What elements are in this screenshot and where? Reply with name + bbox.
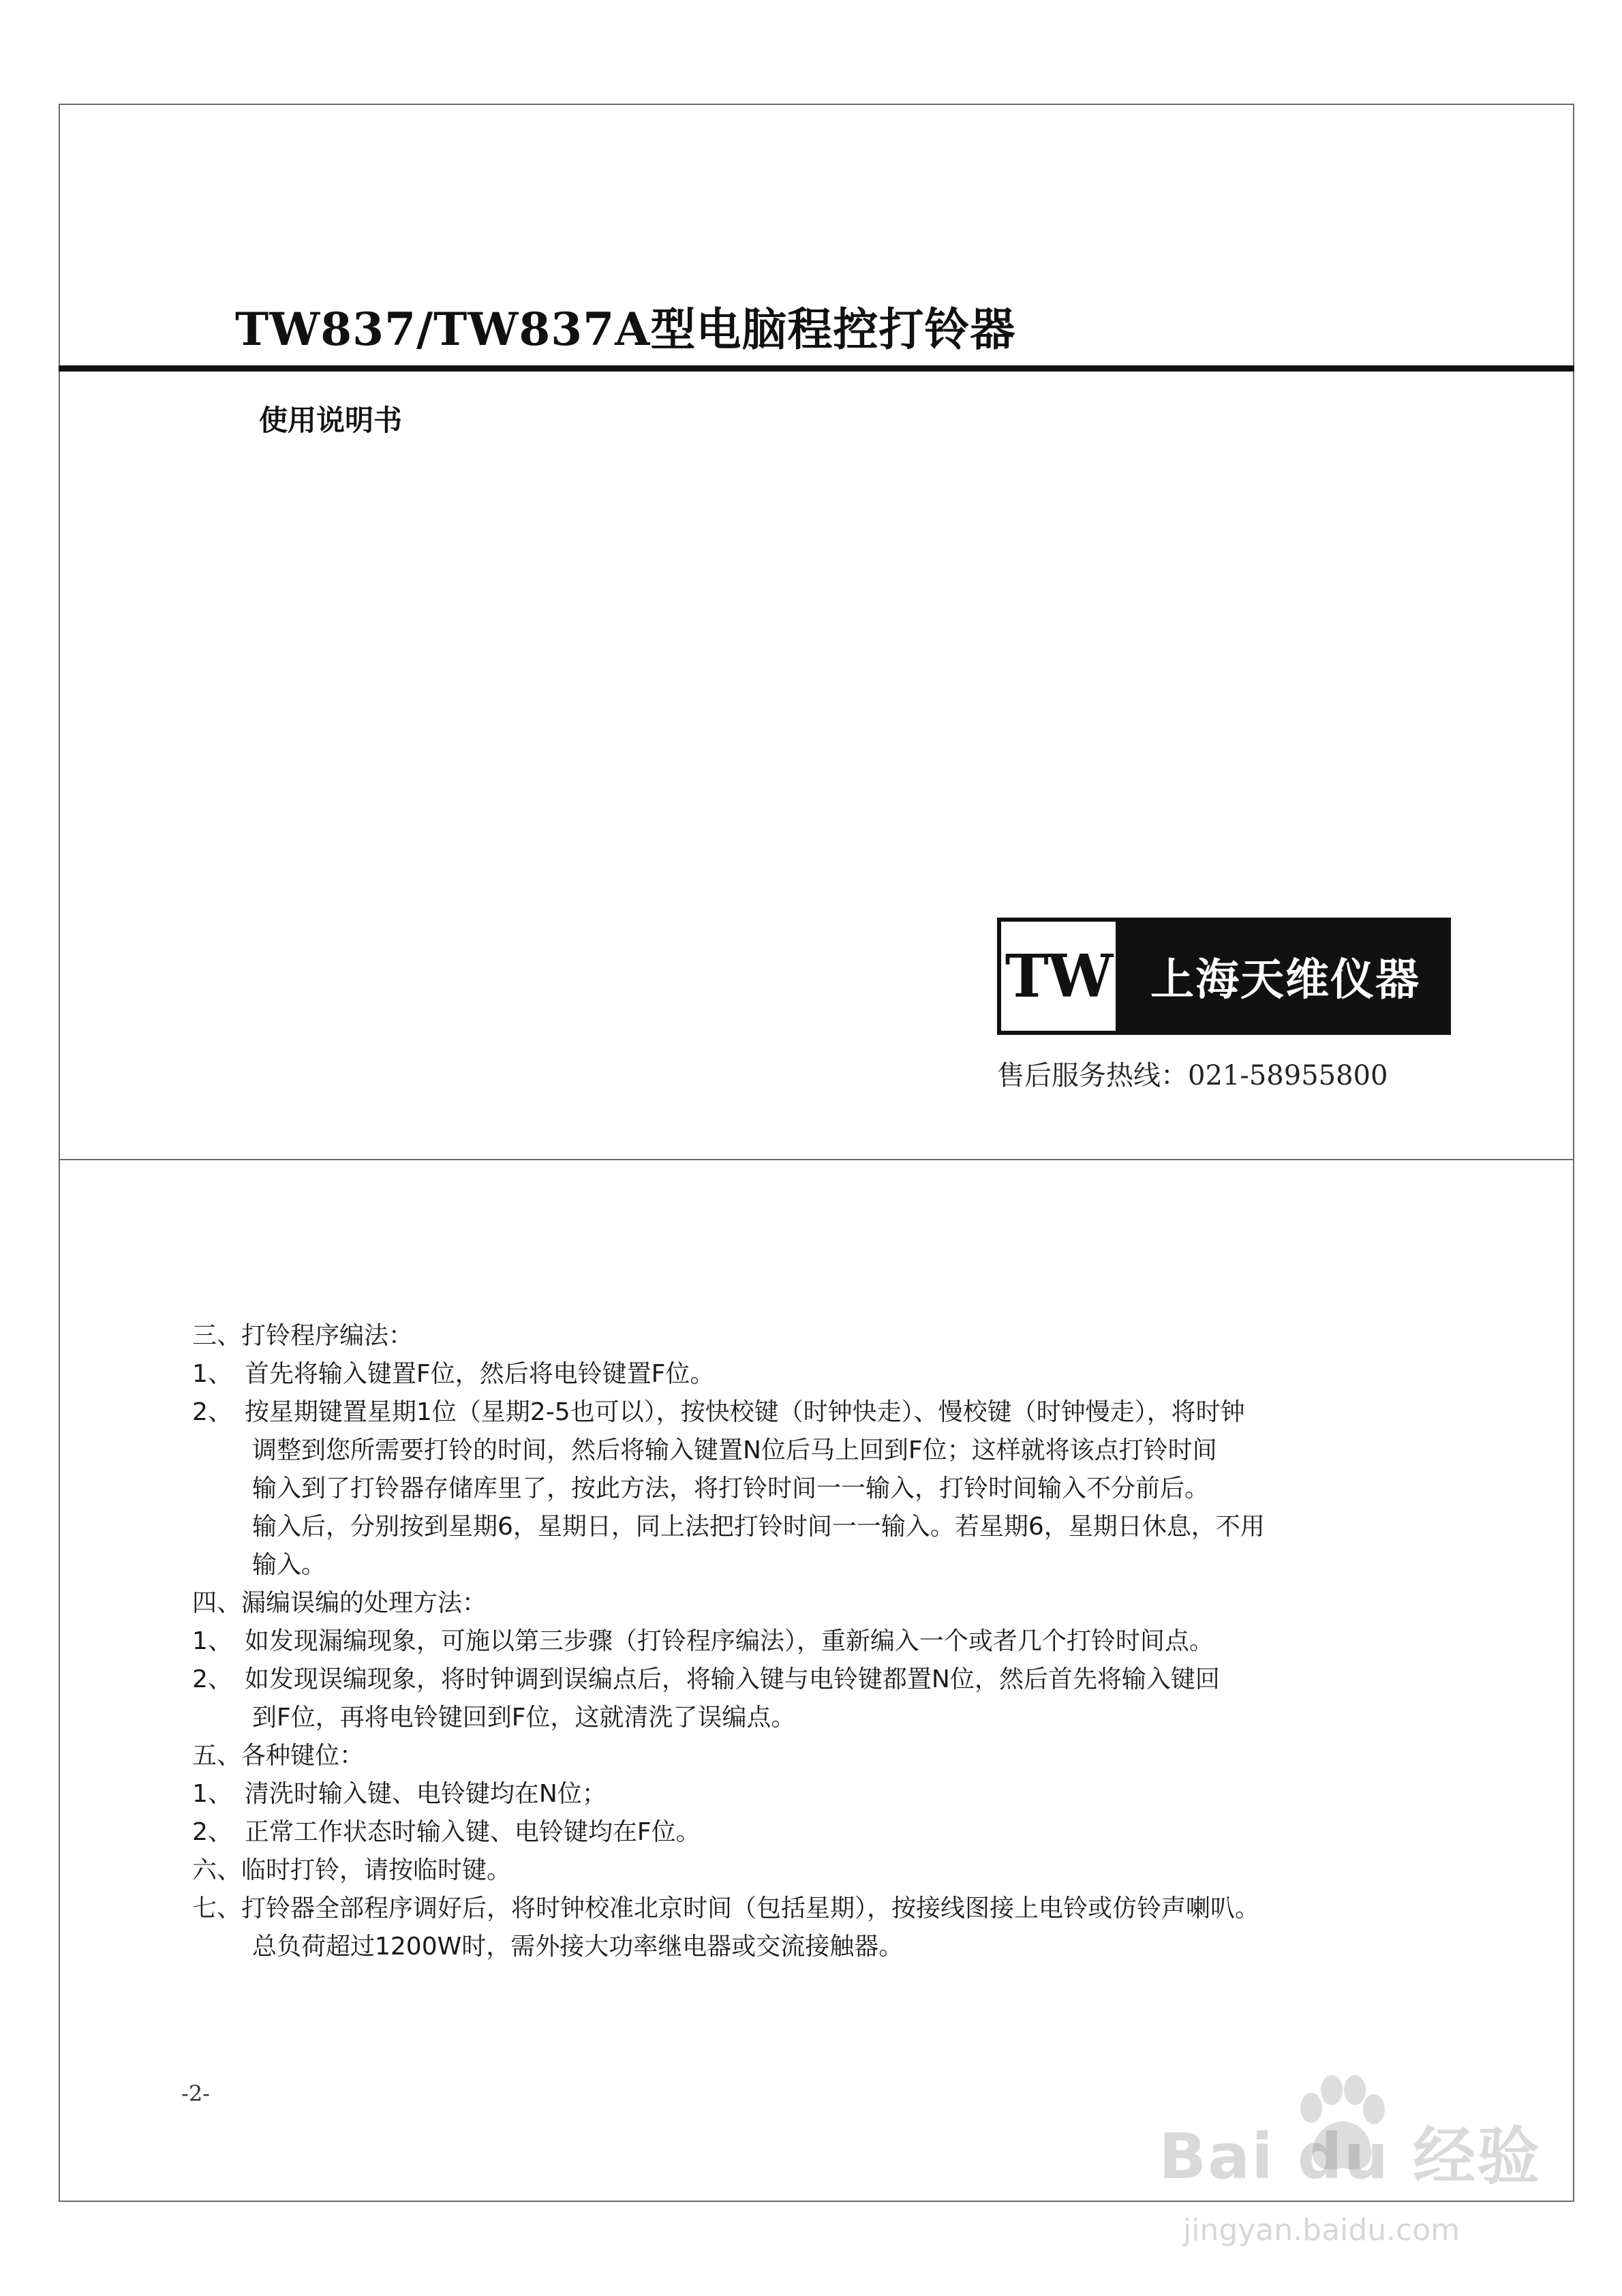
company-logo bbox=[997, 918, 1451, 1035]
document-subtitle: 使用说明书 bbox=[259, 404, 403, 437]
instruction-line: 2、 按星期键置星期1位（星期2-5也可以），按快校键（时钟快走）、慢校键（时钟慢走），将时钟 bbox=[192, 1398, 1245, 1426]
instruction-line: 输入后，分别按到星期6，星期日，同上法把打铃时间一一输入。若星期6，星期日休息，不用 bbox=[252, 1513, 1265, 1541]
page-divider bbox=[59, 1159, 1574, 1160]
instruction-line: 2、 正常工作状态时输入键、电铃键均在F位。 bbox=[192, 1818, 701, 1846]
watermark-brand: Bai du 经验 bbox=[1159, 2120, 1542, 2193]
instruction-line: 1、 首先将输入键置F位，然后将电铃键置F位。 bbox=[192, 1360, 715, 1388]
instruction-line: 六、临时打铃，请按临时键。 bbox=[192, 1856, 512, 1884]
instruction-line: 四、漏编误编的处理方法： bbox=[192, 1589, 487, 1617]
instruction-line: 总负荷超过1200W时，需外接大功率继电器或交流接触器。 bbox=[252, 1933, 904, 1961]
title-rule bbox=[59, 365, 1574, 372]
instruction-line: 输入。 bbox=[252, 1551, 326, 1579]
instruction-line: 七、打铃器全部程序调好后，将时钟校准北京时间（包括星期），按接线图接上电铃或仿铃声喇叭。 bbox=[192, 1894, 1260, 1922]
logo-mark: TW bbox=[997, 918, 1120, 1035]
service-hotline: 售后服务热线：021-58955800 bbox=[997, 1060, 1388, 1091]
instruction-line: 1、 如发现漏编现象，可施以第三步骤（打铃程序编法），重新编入一个或者几个打铃时间点。 bbox=[192, 1627, 1214, 1655]
watermark bbox=[1159, 2072, 1540, 2277]
instruction-line: 2、 如发现误编现象，将时钟调到误编点后，将输入键与电铃键都置N位，然后首先将输入键回 bbox=[192, 1665, 1220, 1693]
watermark-url: jingyan.baidu.com bbox=[1183, 2213, 1460, 2248]
instruction-line: 1、 清洗时输入键、电铃键均在N位； bbox=[192, 1780, 607, 1808]
logo-company-name: 上海天维仪器 bbox=[1120, 918, 1451, 1035]
instruction-line: 调整到您所需要打铃的时间，然后将输入键置N位后马上回到F位；这样就将该点打铃时间 bbox=[252, 1436, 1217, 1464]
page-number: -2- bbox=[181, 2081, 210, 2106]
instruction-line: 到F位，再将电铃键回到F位，这就清洗了误编点。 bbox=[252, 1704, 796, 1732]
instructions-list bbox=[192, 1317, 1528, 1966]
instruction-line: 五、各种键位： bbox=[192, 1742, 365, 1770]
instruction-line: 输入到了打铃器存储库里了，按此方法，将打铃时间一一输入，打铃时间输入不分前后。 bbox=[252, 1475, 1210, 1502]
instruction-line: 三、打铃程序编法： bbox=[192, 1322, 414, 1350]
document-title: TW837/TW837A型电脑程控打铃器 bbox=[235, 303, 1016, 356]
